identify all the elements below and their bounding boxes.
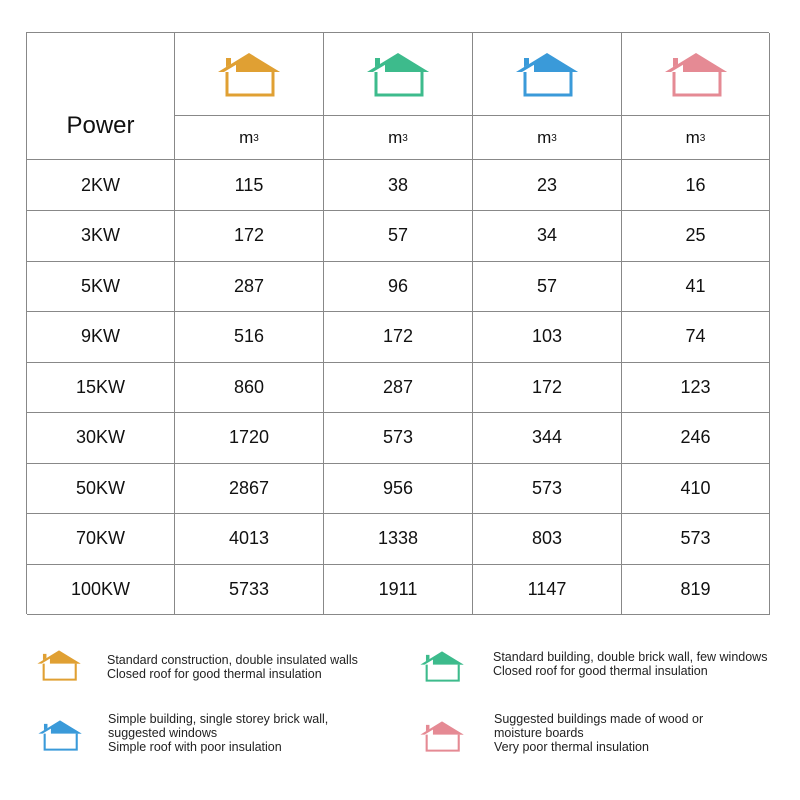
legend-description [493,650,767,678]
legend-icon-wrap [36,648,82,682]
volume-cell: 287 [175,261,324,312]
volume-cell: 803 [473,514,622,565]
volume-cell: 115 [175,160,324,211]
volume-cell: 819 [622,564,770,615]
power-cell: 9KW [27,312,175,363]
volume-cell: 23 [473,160,622,211]
table-row [27,463,770,514]
volume-cell: 172 [175,211,324,262]
volume-cell: 1338 [324,514,473,565]
unit-label: m 3 [537,128,557,147]
power-column-header: Power [27,33,175,160]
volume-cell: 96 [324,261,473,312]
legend-line: Standard construction, double insulated walls [107,653,358,667]
volume-cell: 287 [324,362,473,413]
legend-line: moisture boards [494,726,584,740]
power-cell: 70KW [27,514,175,565]
house-pink-icon [663,50,729,98]
house-green-icon [365,50,431,98]
header-column-green [324,33,473,160]
heating-capacity-table [26,32,769,614]
volume-cell: 573 [473,463,622,514]
unit-label: m 3 [239,128,259,147]
volume-cell: 57 [473,261,622,312]
power-cell: 2KW [27,160,175,211]
volume-cell: 410 [622,463,770,514]
volume-cell: 956 [324,463,473,514]
table-row [27,211,770,262]
table-row [27,160,770,211]
volume-cell: 2867 [175,463,324,514]
legend-line: Simple roof with poor insulation [108,740,282,754]
header-column-blue [473,33,622,160]
table-row [27,564,770,615]
house-blue-icon [37,718,83,752]
legend-line: Closed roof for good thermal insulation [107,667,322,681]
legend-icon-wrap [419,719,465,753]
table-row [27,514,770,565]
volume-cell: 103 [473,312,622,363]
unit-label: m 3 [388,128,408,147]
volume-cell: 123 [622,362,770,413]
table-row [27,413,770,464]
volume-cell: 38 [324,160,473,211]
house-blue-icon-cell [473,33,621,116]
legend-line: Standard building, double brick wall, few windows [493,650,768,664]
legend-icon-wrap [37,718,83,752]
unit-label: m 3 [685,128,706,147]
table-header [27,33,770,160]
legend-line: Closed roof for good thermal insulation [493,664,708,678]
volume-cell: 57 [324,211,473,262]
volume-cell: 74 [622,312,770,363]
power-cell: 30KW [27,413,175,464]
power-cell: 5KW [27,261,175,312]
legend-icon-wrap [419,649,465,683]
volume-cell: 41 [622,261,770,312]
header-column-orange [175,33,324,160]
house-green-icon [419,649,465,683]
volume-cell: 573 [622,514,770,565]
table-row [27,362,770,413]
volume-cell: 1147 [473,564,622,615]
volume-cell: 4013 [175,514,324,565]
house-blue-icon [514,50,580,98]
table-row [27,261,770,312]
house-orange-icon [216,50,282,98]
house-pink-icon-cell [622,33,769,116]
volume-cell: 5733 [175,564,324,615]
house-pink-icon [419,719,465,753]
legend-line: suggested windows [108,726,218,740]
legend-description [108,712,328,754]
table-row [27,312,770,363]
legend-line: Suggested buildings made of wood or [494,712,704,726]
volume-cell: 344 [473,413,622,464]
house-orange-icon-cell [175,33,323,116]
power-cell: 100KW [27,564,175,615]
legend-line: Simple building, single storey brick wall, [108,712,329,726]
volume-cell: 1720 [175,413,324,464]
volume-cell: 246 [622,413,770,464]
volume-cell: 172 [473,362,622,413]
volume-cell: 573 [324,413,473,464]
power-cell: 15KW [27,362,175,413]
volume-cell: 516 [175,312,324,363]
volume-cell: 25 [622,211,770,262]
power-cell: 50KW [27,463,175,514]
volume-cell: 860 [175,362,324,413]
power-cell: 3KW [27,211,175,262]
volume-cell: 34 [473,211,622,262]
house-orange-icon [36,648,82,682]
legend-line: Very poor thermal insulation [494,740,649,754]
legend-description [494,712,703,754]
house-green-icon-cell [324,33,472,116]
header-column-pink [622,33,770,160]
volume-cell: 1911 [324,564,473,615]
volume-cell: 16 [622,160,770,211]
legend-description [107,653,358,681]
volume-cell: 172 [324,312,473,363]
